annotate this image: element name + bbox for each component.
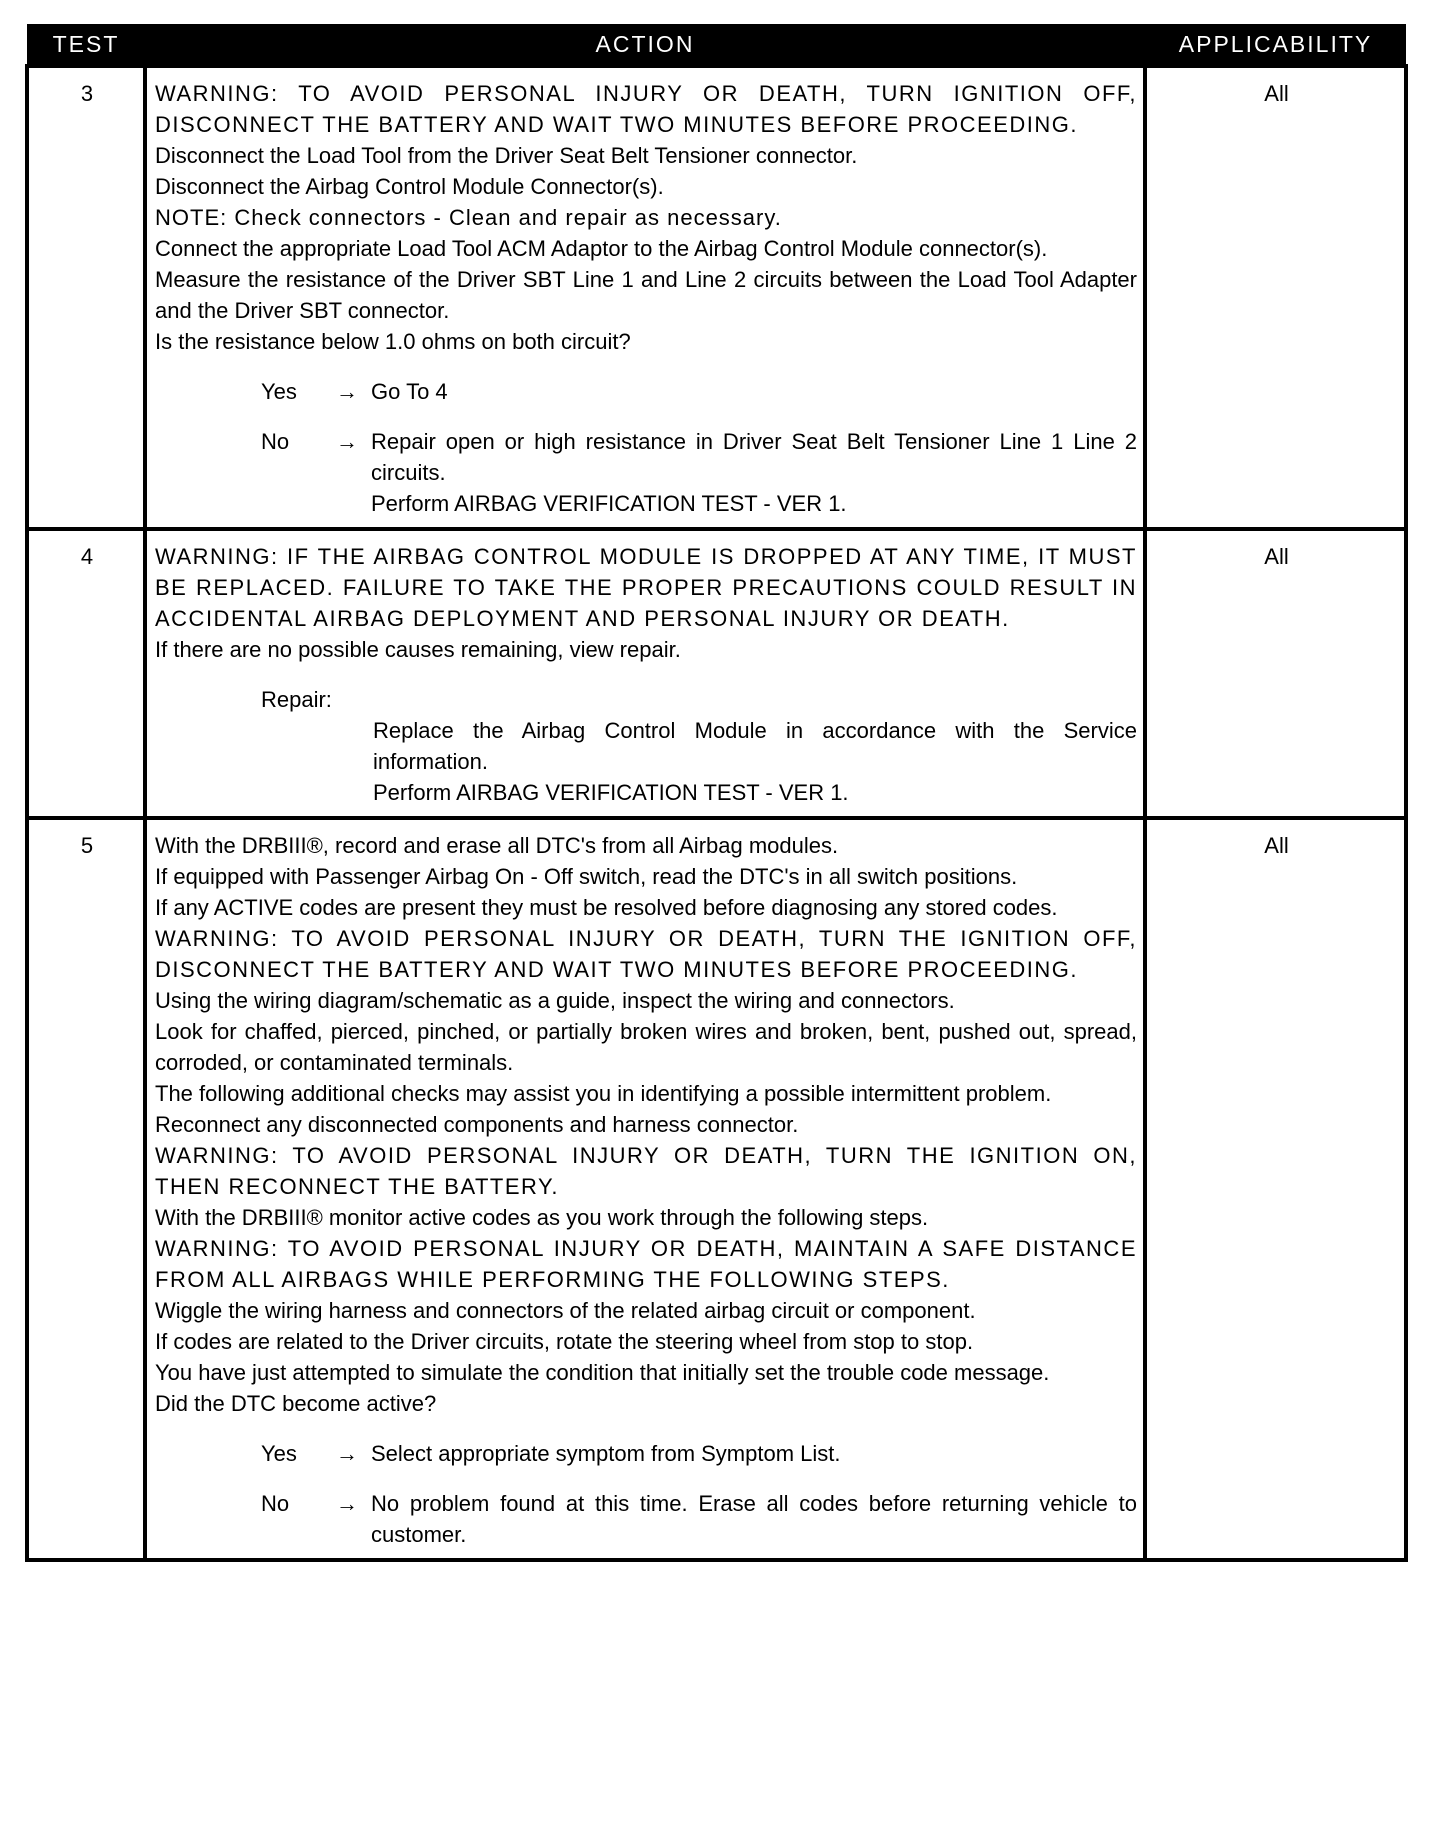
diagnostic-table [25,24,1408,1562]
step-text: Connect the appropriate Load Tool ACM Adaptor to the Airbag Control Module connector(s). [155,236,1048,261]
note-text: NOTE: Check connectors - Clean and repair as necessary. [155,205,782,230]
table-row-test-3 [27,66,1406,529]
step-text: If there are no possible causes remaining, view repair. [155,637,681,662]
warning-text: WARNING: IF THE AIRBAG CONTROL MODULE IS DROPPED AT ANY TIME, IT MUST BE REPLACED. FAILURE TO TAKE THE PROPER PRECAUTIONS COULD RESULT IN ACCIDENTAL AIRBAG DEPLOYMENT AND PERSONAL INJURY OR DEATH. [155,544,1137,631]
table-row-test-5 [27,818,1406,1560]
no-label: No [261,1491,290,1516]
step-text: With the DRBIII®, record and erase all DTC's from all Airbag modules. [155,833,839,858]
arrow-icon: → [336,1491,358,1516]
no-label: No [261,429,290,454]
yes-text: Select appropriate symptom from Symptom List. [371,1441,841,1466]
warning-text: WARNING: TO AVOID PERSONAL INJURY OR DEATH, MAINTAIN A SAFE DISTANCE FROM ALL AIRBAGS WHILE PERFORMING THE FOLLOWING STEPS. [155,1236,1137,1292]
repair-verification: Perform AIRBAG VERIFICATION TEST - VER 1. [373,780,849,805]
arrow-icon: → [336,429,358,454]
test-number: 5 [27,818,145,1560]
applicability-cell: All [1145,818,1406,1560]
no-text: Repair open or high resistance in Driver Seat Belt Tensioner Line 1 Line 2 circuits. [371,429,1137,485]
step-text: Look for chaffed, pierced, pinched, or partially broken wires and broken, bent, pushed out, spread, corroded, or contaminated terminals. [155,1019,1137,1075]
yes-label: Yes [261,379,297,404]
table-row-test-4 [27,529,1406,818]
action-cell [145,529,1145,818]
step-text: If equipped with Passenger Airbag On - Off switch, read the DTC's in all switch positions. [155,864,1018,889]
procedure-page [25,24,1404,1562]
question-text: Did the DTC become active? [155,1391,437,1416]
arrow-icon: → [336,1441,358,1466]
step-text: Using the wiring diagram/schematic as a guide, inspect the wiring and connectors. [155,988,955,1013]
no-branch [155,426,1137,519]
yes-branch [155,1438,1137,1469]
yes-label: Yes [261,1441,297,1466]
header-applicability: APPLICABILITY [1145,24,1406,66]
step-text: If codes are related to the Driver circuits, rotate the steering wheel from stop to stop. [155,1329,974,1354]
yes-text: Go To 4 [371,379,448,404]
action-cell [145,66,1145,529]
header-action: ACTION [145,24,1145,66]
applicability-cell: All [1145,66,1406,529]
step-text: If any ACTIVE codes are present they must be resolved before diagnosing any stored codes. [155,895,1058,920]
repair-label: Repair: [261,687,332,712]
applicability-cell: All [1145,529,1406,818]
no-text-verification: Perform AIRBAG VERIFICATION TEST - VER 1. [371,491,847,516]
step-text: Wiggle the wiring harness and connectors of the related airbag circuit or component. [155,1298,976,1323]
arrow-icon: → [336,379,358,404]
step-text: Disconnect the Airbag Control Module Connector(s). [155,174,664,199]
step-text: With the DRBIII® monitor active codes as you work through the following steps. [155,1205,929,1230]
no-branch [155,1488,1137,1550]
no-text: No problem found at this time. Erase all codes before returning vehicle to customer. [371,1491,1137,1547]
action-cell [145,818,1145,1560]
test-number: 3 [27,66,145,529]
warning-text: WARNING: TO AVOID PERSONAL INJURY OR DEATH, TURN THE IGNITION OFF, DISCONNECT THE BATTERY AND WAIT TWO MINUTES BEFORE PROCEEDING. [155,926,1137,982]
repair-text: Replace the Airbag Control Module in accordance with the Service information. [373,718,1137,774]
step-text: You have just attempted to simulate the condition that initially set the trouble code message. [155,1360,1050,1385]
test-number: 4 [27,529,145,818]
table-header [27,24,1406,66]
step-text: Measure the resistance of the Driver SBT Line 1 and Line 2 circuits between the Load Tool Adapter and the Driver SBT connector. [155,267,1137,323]
step-text: Disconnect the Load Tool from the Driver Seat Belt Tensioner connector. [155,143,858,168]
question-text: Is the resistance below 1.0 ohms on both circuit? [155,329,631,354]
warning-text: WARNING: TO AVOID PERSONAL INJURY OR DEATH, TURN THE IGNITION ON, THEN RECONNECT THE BATTERY. [155,1143,1137,1199]
yes-branch [155,376,1137,407]
header-test: TEST [27,24,145,66]
warning-text: WARNING: TO AVOID PERSONAL INJURY OR DEATH, TURN IGNITION OFF, DISCONNECT THE BATTERY AND WAIT TWO MINUTES BEFORE PROCEEDING. [155,81,1137,137]
step-text: Reconnect any disconnected components and harness connector. [155,1112,799,1137]
step-text: The following additional checks may assist you in identifying a possible intermittent problem. [155,1081,1052,1106]
